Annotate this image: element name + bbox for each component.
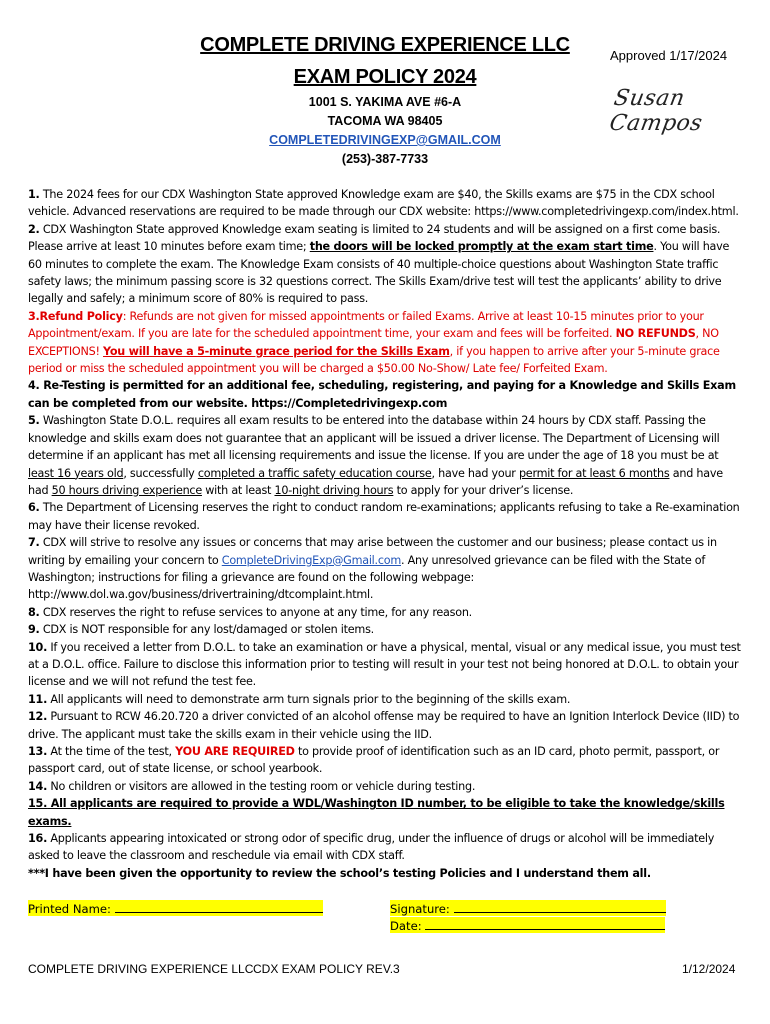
policy-item-13: 13. At the time of the test, YOU ARE REQUIRED to provide proof of identification such as an ID card, photo permit, passport, or passport card, out of state license, or school yearbook. [28,745,720,776]
policy-item-2: 2. CDX Washington State approved Knowledge exam seating is limited to 24 students and will be assigned on a first come basis. Please arrive at least 10 minutes before exam time; the doors will be locked promptly at the exam start time. You will have 60 minutes to complete the exam. The Knowledge Exam consists of 40 multiple-choice questions about Washington State traffic safety laws; the minimum passing score is 32 questions correct. The Skills Exam/drive test will test the applicants’ ability to drive legally and safely; a minimum score of 80% is required to pass. [28,222,730,306]
policy-item-14: 14. No children or visitors are allowed in the testing room or vehicle during testing. [28,779,476,793]
policy-item-10: 10. If you received a letter from D.O.L. to take an examination or have a physical, mental, visual or any medical issue, you must test at a D.O.L. office. Failure to disclose this information prior to testing will result in your test not being honored at D.O.L. to obtain your license and we will not refund the test fee. [28,640,741,689]
footer-date: 1/12/2024 [682,962,736,976]
address-line2: TACOMA WA 98405 [327,114,443,128]
footer-document-rev: CDX EXAM POLICY REV.3 [253,962,400,976]
email-link[interactable]: COMPLETEDRIVINGEXP@GMAIL.COM [269,133,501,147]
policy-item-8: 8. CDX reserves the right to refuse services to anyone at any time, for any reason. [28,605,472,619]
address-line1: 1001 S. YAKIMA AVE #6-A [308,95,462,109]
policy-item-1: 1. The 2024 fees for our CDX Washington State approved Knowledge exam are $40, the Skills exams are $75 in the CDX school vehicle. Advanced reservations are required to be made through our CDX website: https://www.completedrivingexp.com/index.html. [28,188,739,219]
policy-item-15: 15. All applicants are required to provide a WDL/Washington ID number, to be eligible to take the knowledge/skills exams. [28,797,725,828]
date-blank[interactable] [425,917,665,930]
policy-item-12: 12. Pursuant to RCW 46.20.720 a driver convicted of an alcohol offense may be required to have an Ignition Interlock Device (IID) to drive. The applicant must take the skills exam in their vehicle using the IID. [28,710,740,741]
handwritten-signature: Susan Campos [607,86,705,136]
printed-name-blank[interactable] [115,900,323,913]
policy-item-11: 11. All applicants will need to demonstrate arm turn signals prior to the beginning of the skills exam. [28,692,571,706]
policy-list [28,186,746,882]
policy-item-5: 5. Washington State D.O.L. requires all exam results to be entered into the database within 24 hours by CDX staff. Passing the knowledge and skills exam does not guarantee that an applicant will be issued a driver license. The Department of Licensing will determine if an applicant has met all licensing requirements and issue the license. If you are under the age of 18 you must be at least 16 years old, successfully completed a traffic safety education course, have had your permit for at least 6 months and have had 50 hours driving experience with at least 10-night driving hours to apply for your driver’s license. [28,414,723,497]
grievance-email-link[interactable]: CompleteDrivingExp@Gmail.com [221,553,401,567]
policy-item-3: 3.Refund Policy: Refunds are not given for missed appointments or failed Exams. Arrive at least 10-15 minutes prior to your Appointment/exam. If you are late for the scheduled appointment time, your exam and fees will be forfeited. NO REFUNDS, NO EXCEPTIONS! You will have a 5-minute grace period for the Skills Exam, if you happen to arrive after your 5-minute grace period or miss the scheduled appointment you will be charged a $50.00 No-Show/ Late fee/ Forfeited Exam. [28,309,720,376]
signature-blank[interactable] [454,900,666,913]
policy-item-7: 7. CDX will strive to resolve any issues or concerns that may arise between the customer and our business; please contact us in writing by emailing your concern to CompleteDrivingExp@Gmail.com. Any unresolved grievance can be filed with the State of Washington; instructions for filing a grievance are found on the following webpage: http://www.dol.wa.gov/business/drivertraining/dtcomplaint.html. [28,536,717,602]
acknowledgement: ***I have been given the opportunity to review the school’s testing Policies and I understand them all. [28,866,651,880]
document-title-line2: EXAM POLICY 2024 [293,66,477,88]
printed-name-label: Printed Name: [28,902,115,916]
phone-number: (253)-387-7733 [341,152,429,166]
document-title-line1: COMPLETE DRIVING EXPERIENCE LLC [200,34,570,56]
signature-field[interactable] [390,900,666,916]
approval-date: Approved 1/17/2024 [610,48,728,63]
footer-company: COMPLETE DRIVING EXPERIENCE LLC [28,962,254,976]
policy-item-6: 6. The Department of Licensing reserves the right to conduct random re-examinations; applicants refusing to take a Re-examination may have their license revoked. [28,501,740,532]
printed-name-field[interactable] [28,900,323,916]
policy-item-9: 9. CDX is NOT responsible for any lost/damaged or stolen items. [28,623,374,637]
date-field[interactable] [390,917,665,933]
policy-item-16: 16. Applicants appearing intoxicated or strong odor of specific drug, under the influence of drugs or alcohol will be immediately asked to leave the classroom and reschedule via email with CDX staff. [28,832,715,863]
email-address [180,130,590,150]
policy-item-4: 4. Re-Testing is permitted for an additional fee, scheduling, registering, and paying for a Knowledge and Skills Exam can be completed from our website. https://Completedrivingexp.com [28,379,736,410]
signature-label: Signature: [390,902,454,916]
date-label: Date: [390,919,426,933]
